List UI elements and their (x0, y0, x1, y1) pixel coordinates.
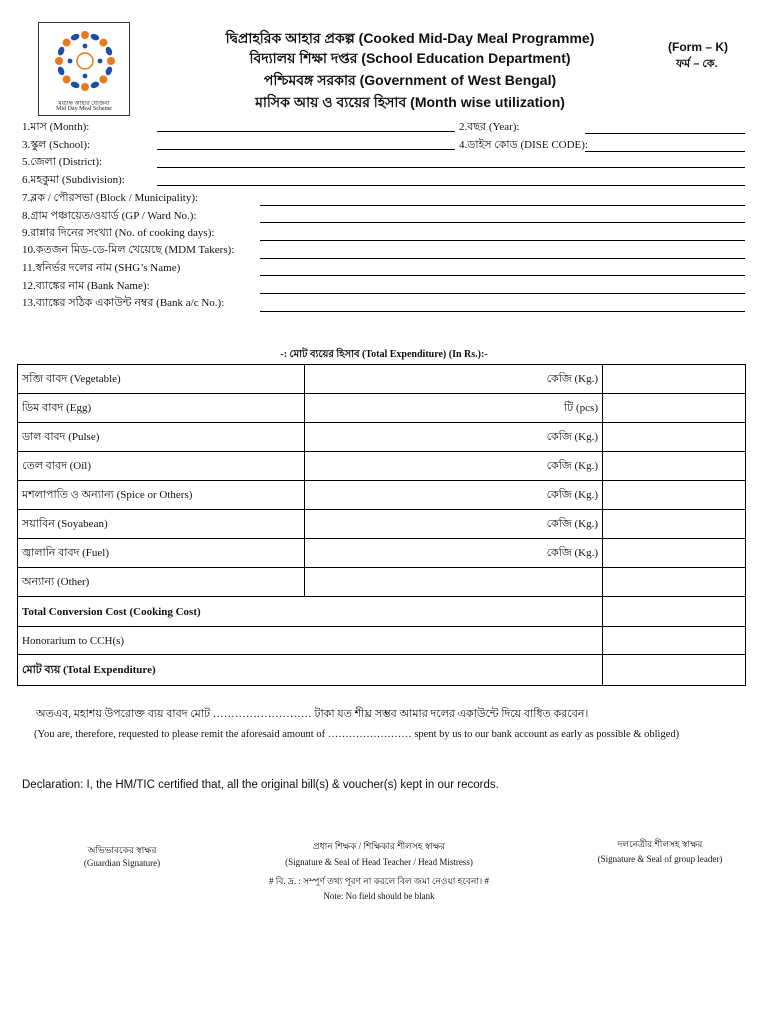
gp-label: 8.গ্রাম পঞ্চায়েত/ওয়ার্ড (GP / Ward No.): (22, 210, 197, 222)
amount-cell[interactable] (603, 365, 746, 394)
table-row (18, 452, 746, 481)
dise-field[interactable] (585, 151, 745, 152)
mdm-takers-field[interactable] (260, 258, 745, 259)
guardian-signature-english: (Guardian Signature) (83, 858, 161, 868)
amount-cell[interactable] (603, 394, 746, 423)
head-signature-bengali: প্রধান শিক্ষক / শিক্ষিকার শীলসহ স্বাক্ষর (312, 841, 446, 851)
dise-label: 4.ডাইস কোড (DISE CODE): (459, 139, 588, 151)
guardian-signature-bengali: অভিভাবকের স্বাক্ষর (87, 845, 157, 855)
subdivision-label: 6.মহকুমা (Subdivision): (22, 174, 125, 186)
district-field[interactable] (157, 167, 745, 168)
form-code: (Form – K) (668, 40, 728, 54)
district-label: 5.জেলা (District): (22, 156, 103, 168)
children-circle-logo-icon (51, 27, 119, 95)
form-code-bengali: ফর্ম – কে. (676, 58, 718, 70)
honorarium-label: Honorarium to CCH(s) (18, 627, 603, 655)
table-caption: -: মোট ব্যয়ের হিসাব (Total Expenditure) (In Rs.):- (280, 349, 488, 360)
total-expenditure-row (18, 655, 746, 686)
amount-cell[interactable] (603, 539, 746, 568)
block-label: 7.ব্লক / পৌরসভা (Block / Municipality): (22, 192, 199, 204)
expenditure-table (17, 364, 746, 686)
request-english: (You are, therefore, requested to please remit the aforesaid amount of …………………… spent by us to our bank account as early as possible & obliged) (34, 729, 680, 740)
department-title: বিদ্যালয় শিক্ষা দপ্তর (School Education Department) (249, 50, 571, 66)
shg-name-field[interactable] (260, 275, 745, 276)
gp-field[interactable] (260, 222, 745, 223)
amount-cell[interactable] (603, 655, 746, 686)
cooking-days-label: 9.রান্নার দিনের সংখ্যা (No. of cooking days): (22, 227, 215, 239)
unit-label (305, 568, 603, 597)
item-label: জ্বালানি বাবদ (Fuel) (18, 539, 305, 568)
leader-signature-english: (Signature & Seal of group leader) (597, 854, 723, 864)
unit-label: টি (pcs) (305, 394, 603, 423)
table-row (18, 423, 746, 452)
form-title: মাসিক আয় ও ব্যয়ের হিসাব (Month wise utilization) (255, 94, 565, 110)
bank-name-label: 12.ব্যাঙ্কের নাম (Bank Name): (22, 280, 150, 292)
leader-signature-bengali: দলনেত্রীর শীলসহ স্বাক্ষর (617, 839, 703, 849)
table-row (18, 481, 746, 510)
subdivision-field[interactable] (157, 185, 745, 186)
honorarium-row (18, 627, 746, 655)
unit-label: কেজি (Kg.) (305, 452, 603, 481)
total-conversion-label: Total Conversion Cost (Cooking Cost) (18, 597, 603, 627)
amount-cell[interactable] (603, 423, 746, 452)
programme-title: দ্বিপ্রাহরিক আহার প্রকল্প (Cooked Mid-Day Meal Programme) (225, 30, 595, 46)
amount-cell[interactable] (603, 481, 746, 510)
head-signature-english: (Signature & Seal of Head Teacher / Head Mistress) (285, 857, 473, 867)
year-field[interactable] (585, 133, 745, 134)
cooking-days-field[interactable] (260, 240, 745, 241)
government-title: পশ্চিমবঙ্গ সরকার (Government of West Bengal) (263, 72, 557, 88)
amount-cell[interactable] (603, 452, 746, 481)
request-bengali: অতএব, মহাশয় উপরোক্ত ব্যয় বাবদ মোট ……………………… টাকা যত শীঘ্র সম্ভব আমার দলের একাউন্টে দিয়ে বাধিত করবেন। (36, 708, 589, 720)
amount-cell[interactable] (603, 627, 746, 655)
table-row (18, 568, 746, 597)
total-conversion-row (18, 597, 746, 627)
item-label: ডাল বাবদ (Pulse) (18, 423, 305, 452)
total-expenditure-label: মোট ব্যয় (Total Expenditure) (18, 655, 603, 686)
item-label: তেল বাবদ (Oil) (18, 452, 305, 481)
mdm-takers-label: 10.কতজন মিড-ডে-মিল খেয়েছে (MDM Takers): (22, 244, 235, 256)
unit-label: কেজি (Kg.) (305, 423, 603, 452)
item-label: মশলাপাতি ও অন্যান্য (Spice or Others) (18, 481, 305, 510)
amount-cell[interactable] (603, 510, 746, 539)
amount-cell[interactable] (603, 568, 746, 597)
bank-ac-field[interactable] (260, 311, 745, 312)
bank-ac-label: 13.ব্যাঙ্কের সঠিক একাউন্ট নম্বর (Bank a/c No.): (22, 297, 225, 309)
unit-label: কেজি (Kg.) (305, 481, 603, 510)
item-label: সব্জি বাবদ (Vegetable) (18, 365, 305, 394)
shg-name-label: 11.স্বনির্ভর দলের নাম (SHG’s Name) (22, 262, 181, 274)
table-row (18, 394, 746, 423)
school-field[interactable] (157, 149, 455, 150)
table-row (18, 539, 746, 568)
month-field[interactable] (157, 131, 455, 132)
logo (38, 22, 130, 116)
unit-label: কেজি (Kg.) (305, 510, 603, 539)
table-row (18, 365, 746, 394)
declaration: Declaration: I, the HM/TIC certified that, all the original bill(s) & voucher(s) kept in our records. (22, 779, 499, 791)
year-label: 2.বছর (Year): (459, 121, 520, 133)
logo-text-bengali: মধ্যাহ্ন আহার যোজনা (58, 101, 110, 107)
table-row (18, 510, 746, 539)
bank-name-field[interactable] (260, 293, 745, 294)
month-label: 1.মাস (Month): (22, 121, 90, 133)
logo-text-english: Mid Day Meal Scheme (56, 106, 112, 112)
unit-label: কেজি (Kg.) (305, 539, 603, 568)
amount-cell[interactable] (603, 597, 746, 627)
item-label: অন্যান্য (Other) (18, 568, 305, 597)
note-bengali: # বি. দ্র. : সম্পূর্ণ তথ্য পূরণ না করলে বিল জমা নেওয়া হবেনা। # (269, 876, 489, 886)
unit-label: কেজি (Kg.) (305, 365, 603, 394)
block-field[interactable] (260, 205, 745, 206)
note-english: Note: No field should be blank (323, 891, 435, 901)
school-label: 3.স্কুল (School): (22, 139, 91, 151)
item-label: সয়াবিন (Soyabean) (18, 510, 305, 539)
item-label: ডিম বাবদ (Egg) (18, 394, 305, 423)
